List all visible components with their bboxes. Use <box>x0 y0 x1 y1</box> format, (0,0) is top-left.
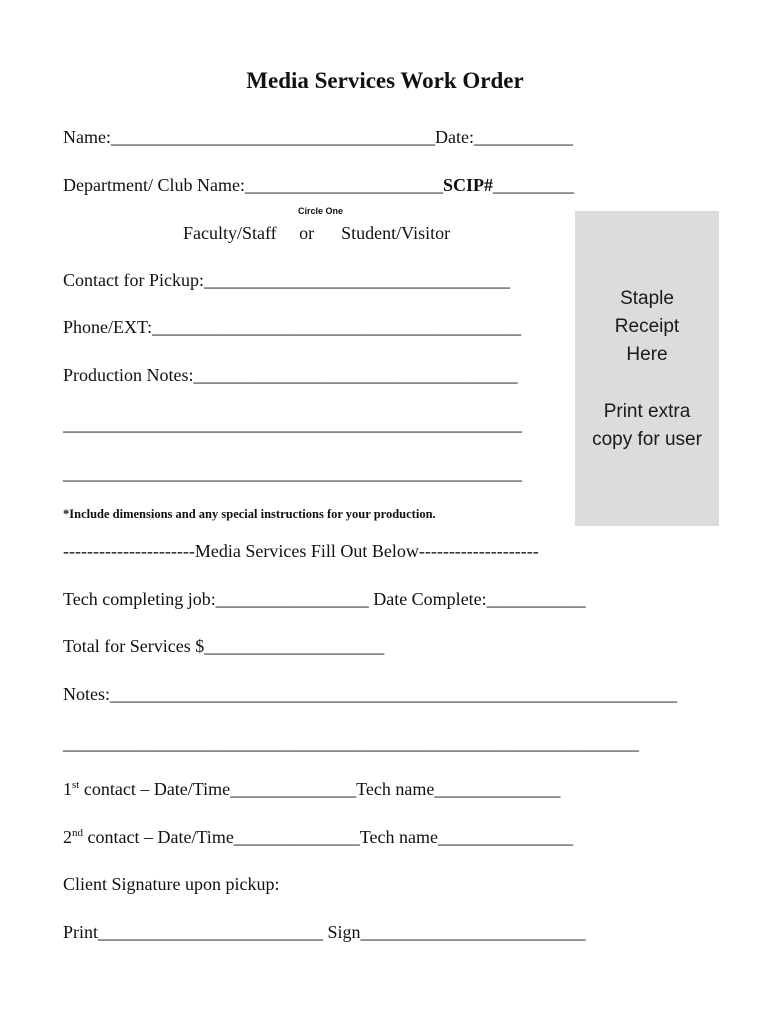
total-services-field[interactable]: Total for Services $____________________ <box>63 636 385 656</box>
department-field[interactable]: Department/ Club Name:______________________ <box>63 175 443 195</box>
first-contact-rest[interactable]: contact – Date/Time______________Tech name______________ <box>79 779 561 799</box>
department-scip-row[interactable] <box>63 174 574 196</box>
staple-text <box>575 285 719 369</box>
second-contact-field[interactable] <box>63 826 573 848</box>
role-options[interactable]: Faculty/Staff or Student/Visitor <box>183 223 451 243</box>
media-notes-line-2[interactable]: ________________________________________________________________ <box>63 733 639 753</box>
second-contact-rest[interactable]: contact – Date/Time______________Tech name_______________ <box>83 827 573 847</box>
second-contact-number: 2 <box>63 827 72 847</box>
contact-field[interactable]: Contact for Pickup:__________________________________ <box>63 270 510 290</box>
print-sign-field[interactable]: Print_________________________ Sign_________________________ <box>63 922 586 942</box>
scip-label: SCIP# <box>442 175 493 195</box>
tech-date-complete-field[interactable]: Tech completing job:_________________ Date Complete:___________ <box>63 589 586 609</box>
first-contact-field[interactable] <box>63 778 560 800</box>
first-contact-number: 1 <box>63 779 72 799</box>
scip-field[interactable]: _________ <box>492 175 574 195</box>
first-contact-suffix: st <box>72 779 80 791</box>
print-extra-text <box>575 398 719 454</box>
media-notes-field[interactable]: Notes:_______________________________________________________________ <box>63 684 677 704</box>
production-notes-field[interactable]: Production Notes:____________________________________ <box>63 365 518 385</box>
phone-field[interactable]: Phone/EXT:_________________________________________ <box>63 317 522 337</box>
form-title: Media Services Work Order <box>246 68 524 93</box>
second-contact-suffix: nd <box>72 827 83 839</box>
production-notes-line-2[interactable]: ___________________________________________________ <box>63 414 522 434</box>
client-signature-label: Client Signature upon pickup: <box>63 874 280 894</box>
staple-line-3: Here <box>626 344 668 365</box>
section-divider: ----------------------Media Services Fill Out Below-------------------- <box>63 541 539 561</box>
print-line-2: copy for user <box>592 429 702 450</box>
name-date-field[interactable]: Name:____________________________________Date:___________ <box>63 127 573 147</box>
staple-receipt-box <box>575 211 719 526</box>
staple-line-2: Receipt <box>614 316 680 337</box>
staple-line-1: Staple <box>620 288 674 309</box>
production-notes-line-3[interactable]: ___________________________________________________ <box>63 463 522 483</box>
print-line-1: Print extra <box>603 401 691 422</box>
circle-one-label: Circle One <box>298 206 344 216</box>
instructions-note: *Include dimensions and any special instructions for your production. <box>63 507 436 521</box>
